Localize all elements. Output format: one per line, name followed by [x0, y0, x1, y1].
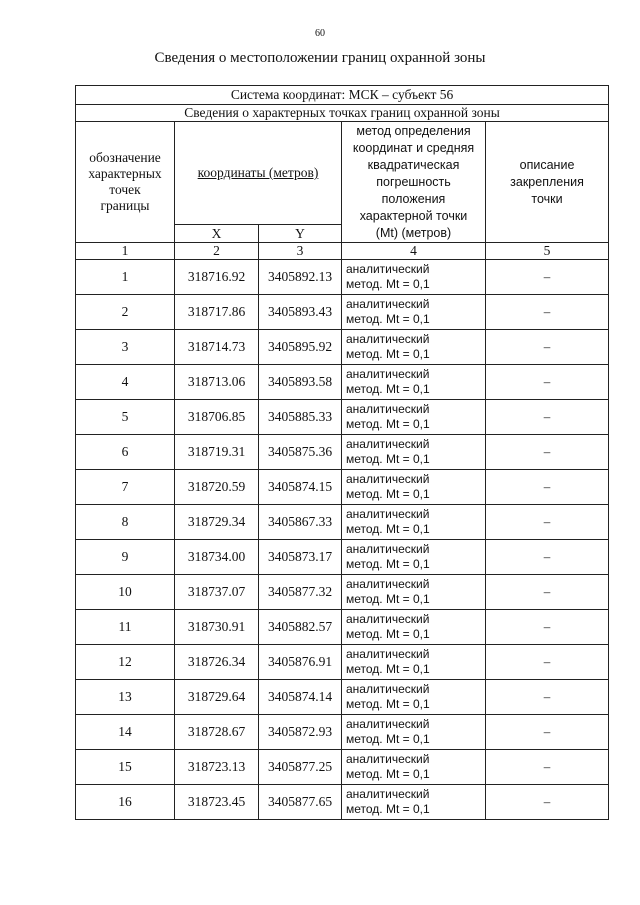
- y-coordinate-cell: 3405872.93: [259, 715, 342, 750]
- table-row: [76, 505, 609, 540]
- header-coordinates: [175, 122, 342, 225]
- column-number: 5: [486, 243, 609, 260]
- method-line: метод. Mt = 0,1: [346, 417, 430, 431]
- x-coordinate-cell: 318714.73: [175, 330, 259, 365]
- x-coordinate-cell: 318717.86: [175, 295, 259, 330]
- description-cell: –: [486, 505, 609, 540]
- method-cell: [342, 400, 486, 435]
- header-method: [342, 122, 486, 243]
- table-row: [76, 610, 609, 645]
- y-coordinate-cell: 3405895.92: [259, 330, 342, 365]
- point-number-cell: 8: [76, 505, 175, 540]
- method-line: метод. Mt = 0,1: [346, 452, 430, 466]
- description-cell: –: [486, 260, 609, 295]
- coordinates-table: [75, 85, 609, 820]
- description-cell: –: [486, 330, 609, 365]
- header-coordinates-label: координаты (метров): [197, 165, 319, 180]
- description-cell: –: [486, 435, 609, 470]
- method-cell: [342, 575, 486, 610]
- x-coordinate-cell: 318719.31: [175, 435, 259, 470]
- y-coordinate-cell: 3405892.13: [259, 260, 342, 295]
- method-line: метод. Mt = 0,1: [346, 557, 430, 571]
- table-row: [76, 330, 609, 365]
- description-cell: –: [486, 680, 609, 715]
- method-cell: [342, 260, 486, 295]
- table-row: [76, 575, 609, 610]
- y-coordinate-cell: 3405877.65: [259, 785, 342, 820]
- method-line: аналитический: [346, 542, 430, 556]
- y-coordinate-cell: 3405885.33: [259, 400, 342, 435]
- method-line: аналитический: [346, 752, 430, 766]
- x-coordinate-cell: 318726.34: [175, 645, 259, 680]
- x-coordinate-cell: 318729.64: [175, 680, 259, 715]
- header-row: [76, 122, 609, 225]
- y-coordinate-cell: 3405893.58: [259, 365, 342, 400]
- method-line: аналитический: [346, 262, 430, 276]
- point-number-cell: 2: [76, 295, 175, 330]
- header-description: [486, 122, 609, 243]
- method-line: метод. Mt = 0,1: [346, 732, 430, 746]
- y-coordinate-cell: 3405875.36: [259, 435, 342, 470]
- method-cell: [342, 785, 486, 820]
- method-line: метод. Mt = 0,1: [346, 592, 430, 606]
- method-line: метод. Mt = 0,1: [346, 347, 430, 361]
- method-line: аналитический: [346, 577, 430, 591]
- page-number: 60: [315, 28, 325, 39]
- y-coordinate-cell: 3405873.17: [259, 540, 342, 575]
- header-description-line: точки: [531, 192, 563, 206]
- method-line: метод. Mt = 0,1: [346, 382, 430, 396]
- method-line: аналитический: [346, 297, 430, 311]
- y-coordinate-cell: 3405882.57: [259, 610, 342, 645]
- header-method-line: погрешность: [376, 175, 451, 189]
- method-line: метод. Mt = 0,1: [346, 802, 430, 816]
- table-row: [76, 400, 609, 435]
- header-method-line: положения: [381, 192, 446, 206]
- method-line: аналитический: [346, 472, 430, 486]
- column-number-row: [76, 243, 609, 260]
- table-row: [76, 365, 609, 400]
- method-line: метод. Mt = 0,1: [346, 312, 430, 326]
- description-cell: –: [486, 295, 609, 330]
- description-cell: –: [486, 610, 609, 645]
- section-row: [76, 105, 609, 122]
- x-coordinate-cell: 318706.85: [175, 400, 259, 435]
- point-number-cell: 10: [76, 575, 175, 610]
- point-number-cell: 13: [76, 680, 175, 715]
- method-cell: [342, 610, 486, 645]
- y-coordinate-cell: 3405874.14: [259, 680, 342, 715]
- description-cell: –: [486, 540, 609, 575]
- method-cell: [342, 645, 486, 680]
- x-coordinate-cell: 318713.06: [175, 365, 259, 400]
- method-cell: [342, 750, 486, 785]
- x-coordinate-cell: 318730.91: [175, 610, 259, 645]
- point-number-cell: 3: [76, 330, 175, 365]
- column-number: 3: [259, 243, 342, 260]
- method-line: метод. Mt = 0,1: [346, 522, 430, 536]
- y-coordinate-cell: 3405893.43: [259, 295, 342, 330]
- method-line: аналитический: [346, 717, 430, 731]
- y-coordinate-cell: 3405876.91: [259, 645, 342, 680]
- point-number-cell: 14: [76, 715, 175, 750]
- table-row: [76, 750, 609, 785]
- method-line: метод. Mt = 0,1: [346, 487, 430, 501]
- column-number: 4: [342, 243, 486, 260]
- method-line: аналитический: [346, 437, 430, 451]
- method-line: метод. Mt = 0,1: [346, 662, 430, 676]
- x-coordinate-cell: 318737.07: [175, 575, 259, 610]
- table-row: [76, 785, 609, 820]
- method-line: аналитический: [346, 332, 430, 346]
- header-y: Y: [259, 225, 342, 243]
- description-cell: –: [486, 365, 609, 400]
- method-line: аналитический: [346, 647, 430, 661]
- section-label: Сведения о характерных точках границ охранной зоны: [76, 105, 609, 122]
- point-number-cell: 15: [76, 750, 175, 785]
- x-coordinate-cell: 318723.45: [175, 785, 259, 820]
- header-method-line: квадратическая: [367, 158, 460, 172]
- header-method-line: характерной точки: [359, 209, 468, 223]
- header-description-line: закрепления: [510, 175, 584, 189]
- header-method-line: метод определения: [356, 124, 471, 138]
- method-line: метод. Mt = 0,1: [346, 277, 430, 291]
- method-cell: [342, 505, 486, 540]
- description-cell: –: [486, 785, 609, 820]
- description-cell: –: [486, 750, 609, 785]
- method-line: аналитический: [346, 402, 430, 416]
- table-row: [76, 470, 609, 505]
- method-line: аналитический: [346, 507, 430, 521]
- method-cell: [342, 540, 486, 575]
- table-row: [76, 540, 609, 575]
- method-cell: [342, 715, 486, 750]
- header-x: X: [175, 225, 259, 243]
- method-cell: [342, 680, 486, 715]
- point-number-cell: 1: [76, 260, 175, 295]
- x-coordinate-cell: 318729.34: [175, 505, 259, 540]
- x-coordinate-cell: 318728.67: [175, 715, 259, 750]
- method-cell: [342, 330, 486, 365]
- point-number-cell: 5: [76, 400, 175, 435]
- table-row: [76, 295, 609, 330]
- description-cell: –: [486, 400, 609, 435]
- point-number-cell: 9: [76, 540, 175, 575]
- method-line: метод. Mt = 0,1: [346, 767, 430, 781]
- method-cell: [342, 435, 486, 470]
- description-cell: –: [486, 575, 609, 610]
- header-designation-line: обозначение: [89, 150, 161, 165]
- table-row: [76, 645, 609, 680]
- point-number-cell: 6: [76, 435, 175, 470]
- coordinate-system-row: [76, 86, 609, 105]
- header-description-line: описание: [519, 158, 575, 172]
- table-row: [76, 435, 609, 470]
- method-line: аналитический: [346, 787, 430, 801]
- column-number: 2: [175, 243, 259, 260]
- header-designation-line: характерных: [88, 166, 162, 181]
- page-title: Сведения о местоположении границ охранной зоны: [154, 50, 486, 66]
- point-number-cell: 12: [76, 645, 175, 680]
- column-number: 1: [76, 243, 175, 260]
- header-designation: [76, 122, 175, 243]
- y-coordinate-cell: 3405877.32: [259, 575, 342, 610]
- point-number-cell: 7: [76, 470, 175, 505]
- point-number-cell: 16: [76, 785, 175, 820]
- y-coordinate-cell: 3405874.15: [259, 470, 342, 505]
- method-cell: [342, 365, 486, 400]
- method-line: аналитический: [346, 612, 430, 626]
- x-coordinate-cell: 318716.92: [175, 260, 259, 295]
- description-cell: –: [486, 715, 609, 750]
- method-line: аналитический: [346, 682, 430, 696]
- header-method-line: координат и средняя: [352, 141, 475, 155]
- header-designation-line: границы: [100, 198, 150, 213]
- method-line: аналитический: [346, 367, 430, 381]
- method-cell: [342, 295, 486, 330]
- table-row: [76, 260, 609, 295]
- table-row: [76, 680, 609, 715]
- method-line: метод. Mt = 0,1: [346, 697, 430, 711]
- method-line: метод. Mt = 0,1: [346, 627, 430, 641]
- x-coordinate-cell: 318734.00: [175, 540, 259, 575]
- point-number-cell: 4: [76, 365, 175, 400]
- y-coordinate-cell: 3405877.25: [259, 750, 342, 785]
- coordinate-system-label: Система координат: МСК – субъект 56: [76, 86, 609, 105]
- point-number-cell: 11: [76, 610, 175, 645]
- x-coordinate-cell: 318723.13: [175, 750, 259, 785]
- table-row: [76, 715, 609, 750]
- method-cell: [342, 470, 486, 505]
- header-designation-line: точек: [109, 182, 141, 197]
- header-method-line: (Mt) (метров): [375, 226, 452, 240]
- description-cell: –: [486, 470, 609, 505]
- x-coordinate-cell: 318720.59: [175, 470, 259, 505]
- description-cell: –: [486, 645, 609, 680]
- y-coordinate-cell: 3405867.33: [259, 505, 342, 540]
